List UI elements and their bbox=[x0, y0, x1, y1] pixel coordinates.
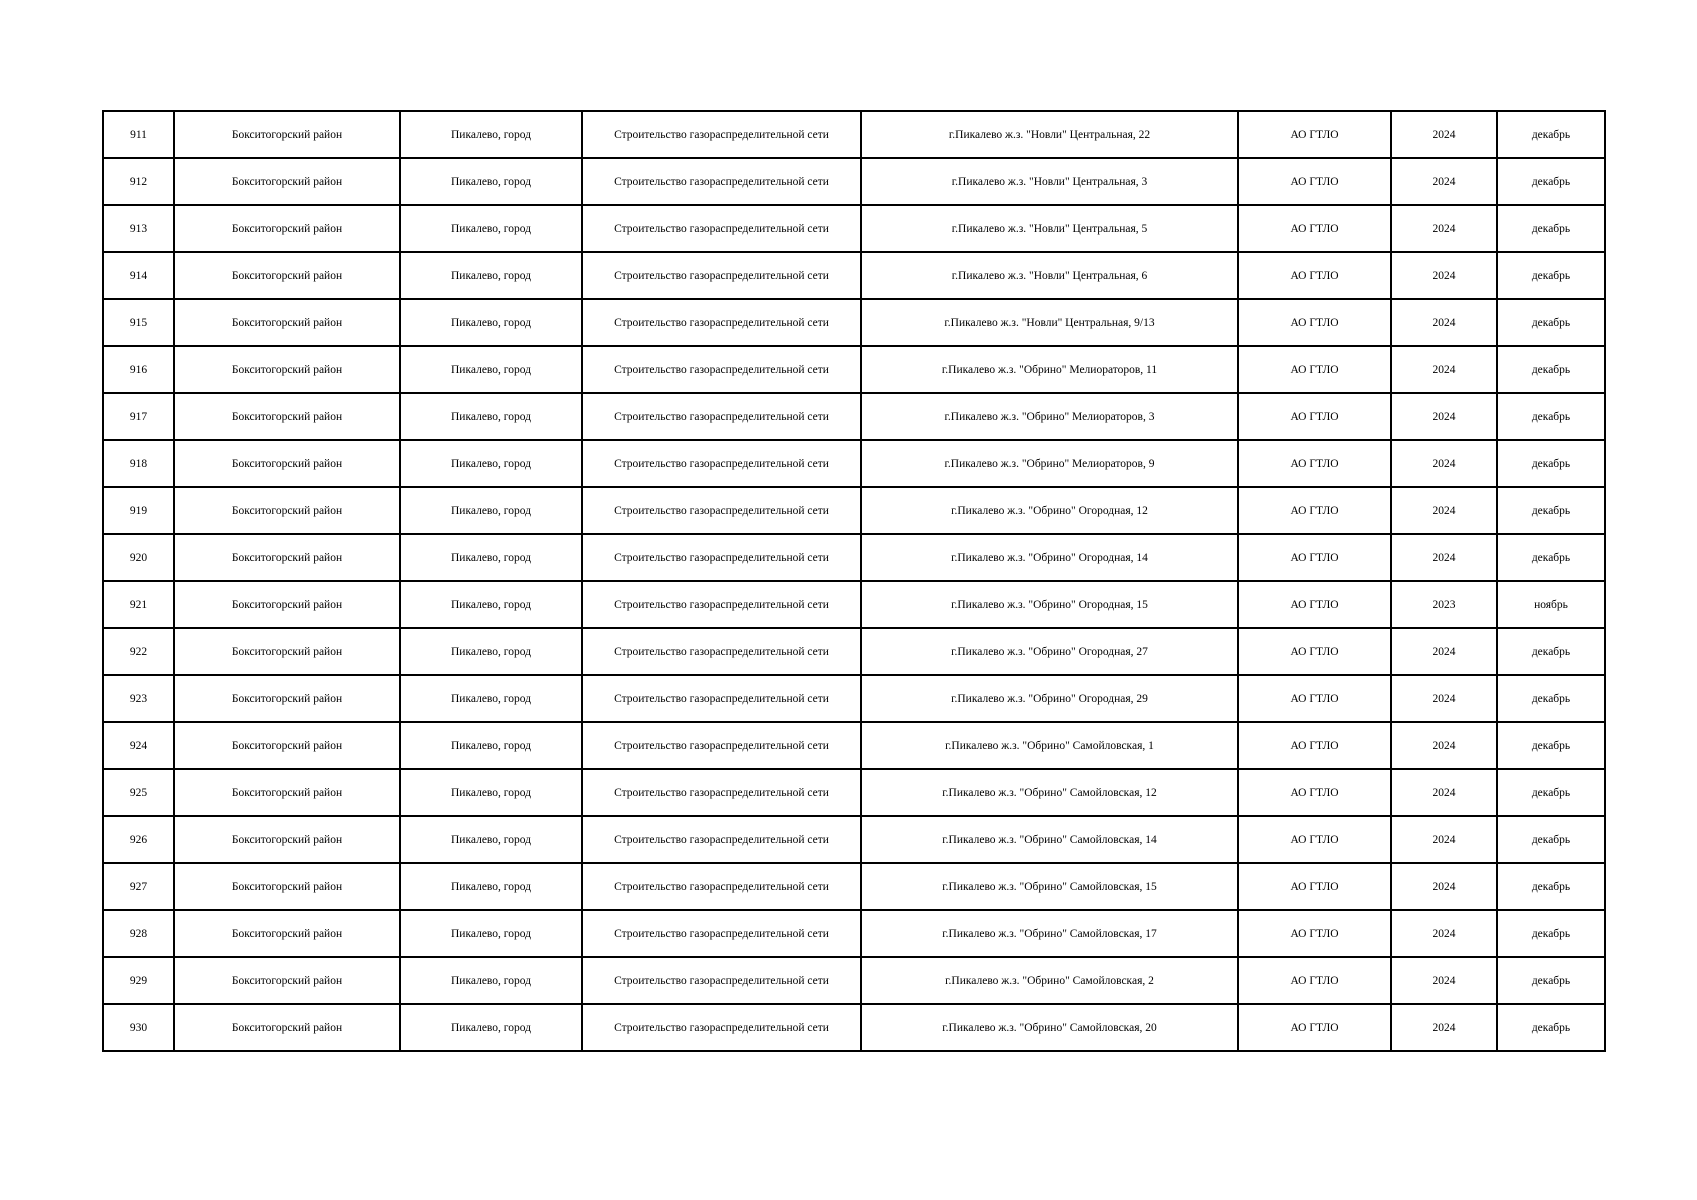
year-cell: 2024 bbox=[1391, 299, 1497, 346]
row-number-cell: 929 bbox=[103, 957, 174, 1004]
district-cell: Бокситогорский район bbox=[174, 205, 400, 252]
organization-cell: АО ГТЛО bbox=[1238, 722, 1391, 769]
month-cell: декабрь bbox=[1497, 346, 1605, 393]
table-row bbox=[103, 299, 1605, 346]
address-cell: г.Пикалево ж.з. "Обрино" Самойловская, 14 bbox=[861, 816, 1238, 863]
month-cell: декабрь bbox=[1497, 722, 1605, 769]
table-row bbox=[103, 205, 1605, 252]
locality-cell: Пикалево, город bbox=[400, 722, 582, 769]
district-cell: Бокситогорский район bbox=[174, 863, 400, 910]
month-cell: ноябрь bbox=[1497, 581, 1605, 628]
address-cell: г.Пикалево ж.з. "Обрино" Самойловская, 2 bbox=[861, 957, 1238, 1004]
organization-cell: АО ГТЛО bbox=[1238, 628, 1391, 675]
address-cell: г.Пикалево ж.з. "Новли" Центральная, 6 bbox=[861, 252, 1238, 299]
address-cell: г.Пикалево ж.з. "Обрино" Огородная, 15 bbox=[861, 581, 1238, 628]
row-number-cell: 914 bbox=[103, 252, 174, 299]
month-cell: декабрь bbox=[1497, 1004, 1605, 1051]
year-cell: 2024 bbox=[1391, 346, 1497, 393]
year-cell: 2024 bbox=[1391, 722, 1497, 769]
work-type-cell: Строительство газораспределительной сети bbox=[582, 816, 861, 863]
address-cell: г.Пикалево ж.з. "Обрино" Самойловская, 15 bbox=[861, 863, 1238, 910]
row-number-cell: 920 bbox=[103, 534, 174, 581]
year-cell: 2024 bbox=[1391, 205, 1497, 252]
district-cell: Бокситогорский район bbox=[174, 440, 400, 487]
row-number-cell: 927 bbox=[103, 863, 174, 910]
district-cell: Бокситогорский район bbox=[174, 299, 400, 346]
row-number-cell: 930 bbox=[103, 1004, 174, 1051]
address-cell: г.Пикалево ж.з. "Обрино" Огородная, 27 bbox=[861, 628, 1238, 675]
address-cell: г.Пикалево ж.з. "Обрино" Самойловская, 1 bbox=[861, 722, 1238, 769]
table-row bbox=[103, 252, 1605, 299]
month-cell: декабрь bbox=[1497, 534, 1605, 581]
year-cell: 2024 bbox=[1391, 769, 1497, 816]
locality-cell: Пикалево, город bbox=[400, 346, 582, 393]
month-cell: декабрь bbox=[1497, 628, 1605, 675]
work-type-cell: Строительство газораспределительной сети bbox=[582, 1004, 861, 1051]
month-cell: декабрь bbox=[1497, 205, 1605, 252]
locality-cell: Пикалево, город bbox=[400, 534, 582, 581]
locality-cell: Пикалево, город bbox=[400, 252, 582, 299]
year-cell: 2024 bbox=[1391, 910, 1497, 957]
month-cell: декабрь bbox=[1497, 252, 1605, 299]
organization-cell: АО ГТЛО bbox=[1238, 111, 1391, 158]
address-cell: г.Пикалево ж.з. "Новли" Центральная, 9/13 bbox=[861, 299, 1238, 346]
month-cell: декабрь bbox=[1497, 816, 1605, 863]
organization-cell: АО ГТЛО bbox=[1238, 957, 1391, 1004]
year-cell: 2024 bbox=[1391, 675, 1497, 722]
district-cell: Бокситогорский район bbox=[174, 346, 400, 393]
district-cell: Бокситогорский район bbox=[174, 158, 400, 205]
row-number-cell: 917 bbox=[103, 393, 174, 440]
work-type-cell: Строительство газораспределительной сети bbox=[582, 628, 861, 675]
address-cell: г.Пикалево ж.з. "Обрино" Огородная, 12 bbox=[861, 487, 1238, 534]
work-type-cell: Строительство газораспределительной сети bbox=[582, 393, 861, 440]
address-cell: г.Пикалево ж.з. "Обрино" Мелиораторов, 11 bbox=[861, 346, 1238, 393]
work-type-cell: Строительство газораспределительной сети bbox=[582, 957, 861, 1004]
row-number-cell: 924 bbox=[103, 722, 174, 769]
locality-cell: Пикалево, город bbox=[400, 205, 582, 252]
month-cell: декабрь bbox=[1497, 111, 1605, 158]
organization-cell: АО ГТЛО bbox=[1238, 769, 1391, 816]
district-cell: Бокситогорский район bbox=[174, 816, 400, 863]
work-type-cell: Строительство газораспределительной сети bbox=[582, 769, 861, 816]
address-cell: г.Пикалево ж.з. "Обрино" Огородная, 29 bbox=[861, 675, 1238, 722]
work-type-cell: Строительство газораспределительной сети bbox=[582, 910, 861, 957]
row-number-cell: 916 bbox=[103, 346, 174, 393]
address-cell: г.Пикалево ж.з. "Обрино" Мелиораторов, 9 bbox=[861, 440, 1238, 487]
table-row bbox=[103, 158, 1605, 205]
organization-cell: АО ГТЛО bbox=[1238, 440, 1391, 487]
table-row bbox=[103, 111, 1605, 158]
year-cell: 2023 bbox=[1391, 581, 1497, 628]
year-cell: 2024 bbox=[1391, 816, 1497, 863]
row-number-cell: 912 bbox=[103, 158, 174, 205]
locality-cell: Пикалево, город bbox=[400, 158, 582, 205]
work-type-cell: Строительство газораспределительной сети bbox=[582, 205, 861, 252]
work-type-cell: Строительство газораспределительной сети bbox=[582, 299, 861, 346]
year-cell: 2024 bbox=[1391, 158, 1497, 205]
address-cell: г.Пикалево ж.з. "Новли" Центральная, 3 bbox=[861, 158, 1238, 205]
work-type-cell: Строительство газораспределительной сети bbox=[582, 675, 861, 722]
locality-cell: Пикалево, город bbox=[400, 581, 582, 628]
organization-cell: АО ГТЛО bbox=[1238, 534, 1391, 581]
table-row bbox=[103, 1004, 1605, 1051]
row-number-cell: 923 bbox=[103, 675, 174, 722]
organization-cell: АО ГТЛО bbox=[1238, 863, 1391, 910]
year-cell: 2024 bbox=[1391, 252, 1497, 299]
district-cell: Бокситогорский район bbox=[174, 581, 400, 628]
address-cell: г.Пикалево ж.з. "Новли" Центральная, 22 bbox=[861, 111, 1238, 158]
month-cell: декабрь bbox=[1497, 957, 1605, 1004]
district-cell: Бокситогорский район bbox=[174, 252, 400, 299]
year-cell: 2024 bbox=[1391, 534, 1497, 581]
row-number-cell: 926 bbox=[103, 816, 174, 863]
work-type-cell: Строительство газораспределительной сети bbox=[582, 722, 861, 769]
address-cell: г.Пикалево ж.з. "Обрино" Огородная, 14 bbox=[861, 534, 1238, 581]
locality-cell: Пикалево, город bbox=[400, 487, 582, 534]
work-type-cell: Строительство газораспределительной сети bbox=[582, 581, 861, 628]
organization-cell: АО ГТЛО bbox=[1238, 1004, 1391, 1051]
organization-cell: АО ГТЛО bbox=[1238, 205, 1391, 252]
locality-cell: Пикалево, город bbox=[400, 393, 582, 440]
locality-cell: Пикалево, город bbox=[400, 863, 582, 910]
row-number-cell: 928 bbox=[103, 910, 174, 957]
locality-cell: Пикалево, город bbox=[400, 1004, 582, 1051]
row-number-cell: 925 bbox=[103, 769, 174, 816]
work-type-cell: Строительство газораспределительной сети bbox=[582, 111, 861, 158]
district-cell: Бокситогорский район bbox=[174, 675, 400, 722]
table-row bbox=[103, 534, 1605, 581]
address-cell: г.Пикалево ж.з. "Обрино" Самойловская, 12 bbox=[861, 769, 1238, 816]
organization-cell: АО ГТЛО bbox=[1238, 299, 1391, 346]
address-cell: г.Пикалево ж.з. "Обрино" Самойловская, 17 bbox=[861, 910, 1238, 957]
district-cell: Бокситогорский район bbox=[174, 957, 400, 1004]
row-number-cell: 922 bbox=[103, 628, 174, 675]
month-cell: декабрь bbox=[1497, 487, 1605, 534]
locality-cell: Пикалево, город bbox=[400, 111, 582, 158]
month-cell: декабрь bbox=[1497, 910, 1605, 957]
organization-cell: АО ГТЛО bbox=[1238, 252, 1391, 299]
year-cell: 2024 bbox=[1391, 393, 1497, 440]
table-row bbox=[103, 769, 1605, 816]
organization-cell: АО ГТЛО bbox=[1238, 581, 1391, 628]
month-cell: декабрь bbox=[1497, 440, 1605, 487]
table-body bbox=[103, 111, 1605, 1051]
row-number-cell: 911 bbox=[103, 111, 174, 158]
work-type-cell: Строительство газораспределительной сети bbox=[582, 252, 861, 299]
locality-cell: Пикалево, город bbox=[400, 769, 582, 816]
table-row bbox=[103, 957, 1605, 1004]
month-cell: декабрь bbox=[1497, 675, 1605, 722]
table-row bbox=[103, 722, 1605, 769]
row-number-cell: 913 bbox=[103, 205, 174, 252]
locality-cell: Пикалево, город bbox=[400, 910, 582, 957]
table-row bbox=[103, 487, 1605, 534]
year-cell: 2024 bbox=[1391, 111, 1497, 158]
month-cell: декабрь bbox=[1497, 299, 1605, 346]
row-number-cell: 918 bbox=[103, 440, 174, 487]
district-cell: Бокситогорский район bbox=[174, 487, 400, 534]
table-row bbox=[103, 910, 1605, 957]
district-cell: Бокситогорский район bbox=[174, 910, 400, 957]
month-cell: декабрь bbox=[1497, 158, 1605, 205]
work-type-cell: Строительство газораспределительной сети bbox=[582, 534, 861, 581]
table-row bbox=[103, 346, 1605, 393]
year-cell: 2024 bbox=[1391, 628, 1497, 675]
table-row bbox=[103, 863, 1605, 910]
table-row bbox=[103, 393, 1605, 440]
district-cell: Бокситогорский район bbox=[174, 1004, 400, 1051]
year-cell: 2024 bbox=[1391, 863, 1497, 910]
work-type-cell: Строительство газораспределительной сети bbox=[582, 487, 861, 534]
table-row bbox=[103, 628, 1605, 675]
month-cell: декабрь bbox=[1497, 769, 1605, 816]
row-number-cell: 915 bbox=[103, 299, 174, 346]
work-type-cell: Строительство газораспределительной сети bbox=[582, 346, 861, 393]
organization-cell: АО ГТЛО bbox=[1238, 816, 1391, 863]
organization-cell: АО ГТЛО bbox=[1238, 158, 1391, 205]
address-cell: г.Пикалево ж.з. "Обрино" Самойловская, 20 bbox=[861, 1004, 1238, 1051]
district-cell: Бокситогорский район bbox=[174, 628, 400, 675]
address-cell: г.Пикалево ж.з. "Обрино" Мелиораторов, 3 bbox=[861, 393, 1238, 440]
row-number-cell: 919 bbox=[103, 487, 174, 534]
work-type-cell: Строительство газораспределительной сети bbox=[582, 440, 861, 487]
locality-cell: Пикалево, город bbox=[400, 628, 582, 675]
district-cell: Бокситогорский район bbox=[174, 393, 400, 440]
organization-cell: АО ГТЛО bbox=[1238, 393, 1391, 440]
organization-cell: АО ГТЛО bbox=[1238, 910, 1391, 957]
district-cell: Бокситогорский район bbox=[174, 769, 400, 816]
year-cell: 2024 bbox=[1391, 487, 1497, 534]
year-cell: 2024 bbox=[1391, 440, 1497, 487]
work-type-cell: Строительство газораспределительной сети bbox=[582, 158, 861, 205]
table-row bbox=[103, 581, 1605, 628]
locality-cell: Пикалево, город bbox=[400, 957, 582, 1004]
table-row bbox=[103, 440, 1605, 487]
district-cell: Бокситогорский район bbox=[174, 111, 400, 158]
document-page bbox=[102, 110, 1606, 1052]
district-cell: Бокситогорский район bbox=[174, 722, 400, 769]
year-cell: 2024 bbox=[1391, 1004, 1497, 1051]
locality-cell: Пикалево, город bbox=[400, 440, 582, 487]
organization-cell: АО ГТЛО bbox=[1238, 487, 1391, 534]
year-cell: 2024 bbox=[1391, 957, 1497, 1004]
gas-network-table bbox=[102, 110, 1606, 1052]
organization-cell: АО ГТЛО bbox=[1238, 346, 1391, 393]
address-cell: г.Пикалево ж.з. "Новли" Центральная, 5 bbox=[861, 205, 1238, 252]
district-cell: Бокситогорский район bbox=[174, 534, 400, 581]
table-row bbox=[103, 816, 1605, 863]
month-cell: декабрь bbox=[1497, 393, 1605, 440]
month-cell: декабрь bbox=[1497, 863, 1605, 910]
locality-cell: Пикалево, город bbox=[400, 816, 582, 863]
locality-cell: Пикалево, город bbox=[400, 299, 582, 346]
locality-cell: Пикалево, город bbox=[400, 675, 582, 722]
work-type-cell: Строительство газораспределительной сети bbox=[582, 863, 861, 910]
row-number-cell: 921 bbox=[103, 581, 174, 628]
organization-cell: АО ГТЛО bbox=[1238, 675, 1391, 722]
table-row bbox=[103, 675, 1605, 722]
